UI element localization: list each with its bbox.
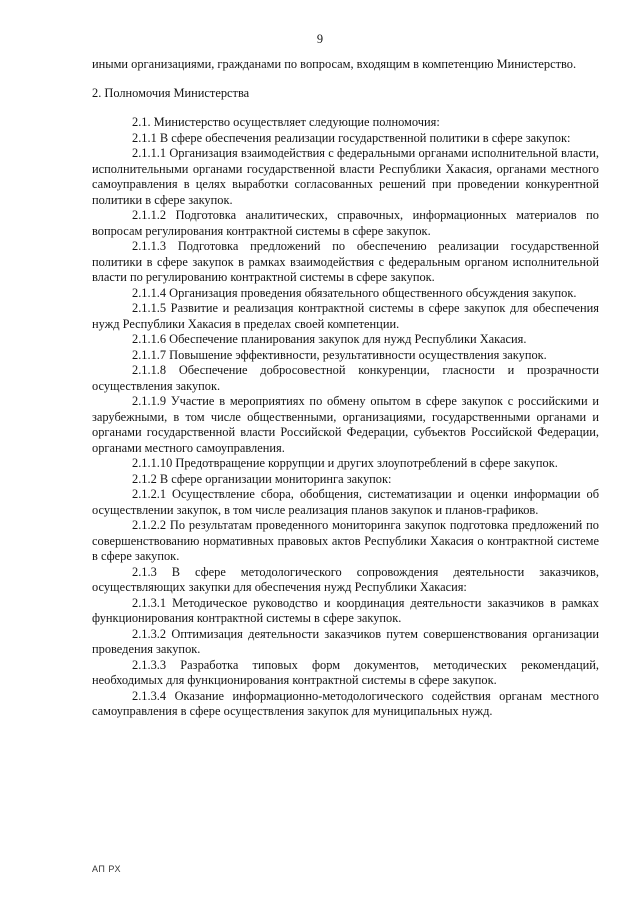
paragraph: 2.1.3.2 Оптимизация деятельности заказчиков путем совершенствования организации проведения закупок. (92, 626, 599, 656)
section-heading: 2. Полномочия Министерства (92, 85, 250, 100)
continuation-paragraph: иными организациями, гражданами по вопросам, входящим в компетенцию Министерство. (92, 57, 577, 71)
paragraph: 2.1.1.9 Участие в мероприятиях по обмену опытом в сфере закупок с российскими и зарубежными, в том числе общественными, организациями, государственными органами и органами государственной власти Российской Федерации, субъектов Российской Федерации, органами местного самоуправления. (92, 394, 599, 455)
paragraph: 2.1.1.1 Организация взаимодействия с федеральными органами исполнительной власти, исполнительными органами государственной власти Республики Хакасия, органами местного самоуправления в целях выработки согласованных решений при проведении конкурентной политики в сфере закупок. (92, 146, 599, 207)
paragraph: 2.1. Министерство осуществляет следующие полномочия: (132, 115, 440, 129)
paragraph: 2.1.1.10 Предотвращение коррупции и других злоупотреблений в сфере закупок. (132, 456, 558, 470)
paragraph: 2.1.1.5 Развитие и реализация контрактной системы в сфере закупок для обеспечения нужд Республики Хакасия в пределах своей компетенции. (92, 301, 599, 331)
paragraph: 2.1.1.8 Обеспечение добросовестной конкуренции, гласности и прозрачности осуществления закупок. (92, 363, 599, 393)
footer-mark: АП РХ (92, 864, 121, 874)
paragraph: 2.1.3.3 Разработка типовых форм документов, методических рекомендаций, необходимых для функционирования контрактной системы в сфере закупок. (92, 657, 599, 687)
paragraph: 2.1.1.3 Подготовка предложений по обеспечению реализации государственной политики в сфере закупок в рамках взаимодействия с федеральным органом исполнительной власти по регулированию контрактной системы в сфере закупок. (92, 239, 599, 284)
paragraph: 2.1.1.7 Повышение эффективности, результативности осуществления закупок. (132, 347, 547, 362)
page-number: 9 (316, 32, 324, 46)
paragraph: 2.1.1.6 Обеспечение планирования закупок для нужд Республики Хакасия. (132, 332, 527, 346)
paragraph-list (92, 115, 599, 720)
document-body (92, 57, 599, 720)
paragraph: 2.1.3.1 Методическое руководство и координация деятельности заказчиков в рамках функционирования контрактной системы в сфере закупок. (92, 595, 599, 625)
paragraph: 2.1.3.4 Оказание информационно-методологического содействия органам местного самоуправления в сфере осуществления закупок для муниципальных нужд. (92, 688, 599, 718)
paragraph: 2.1.1.4 Организация проведения обязательного общественного обсуждения закупок. (132, 285, 577, 300)
paragraph: 2.1.2.1 Осуществление сбора, обобщения, систематизации и оценки информации об осуществлении закупок, в том числе реализация планов закупок и планов-графиков. (92, 487, 599, 517)
paragraph: 2.1.2 В сфере организации мониторинга закупок: (132, 471, 392, 486)
paragraph: 2.1.2.2 По результатам проведенного мониторинга закупок подготовка предложений по совершенствованию нормативных правовых актов Республики Хакасия о контрактной системе в сфере закупок. (92, 518, 599, 563)
paragraph: 2.1.1.2 Подготовка аналитических, справочных, информационных материалов по вопросам регулирования контрактной системы в сфере закупок. (92, 208, 599, 238)
paragraph: 2.1.1 В сфере обеспечения реализации государственной политики в сфере закупок: (132, 130, 571, 145)
paragraph: 2.1.3 В сфере методологического сопровождения деятельности заказчиков, осуществляющих закупки для обеспечения нужд Республики Хакасия: (92, 564, 599, 594)
